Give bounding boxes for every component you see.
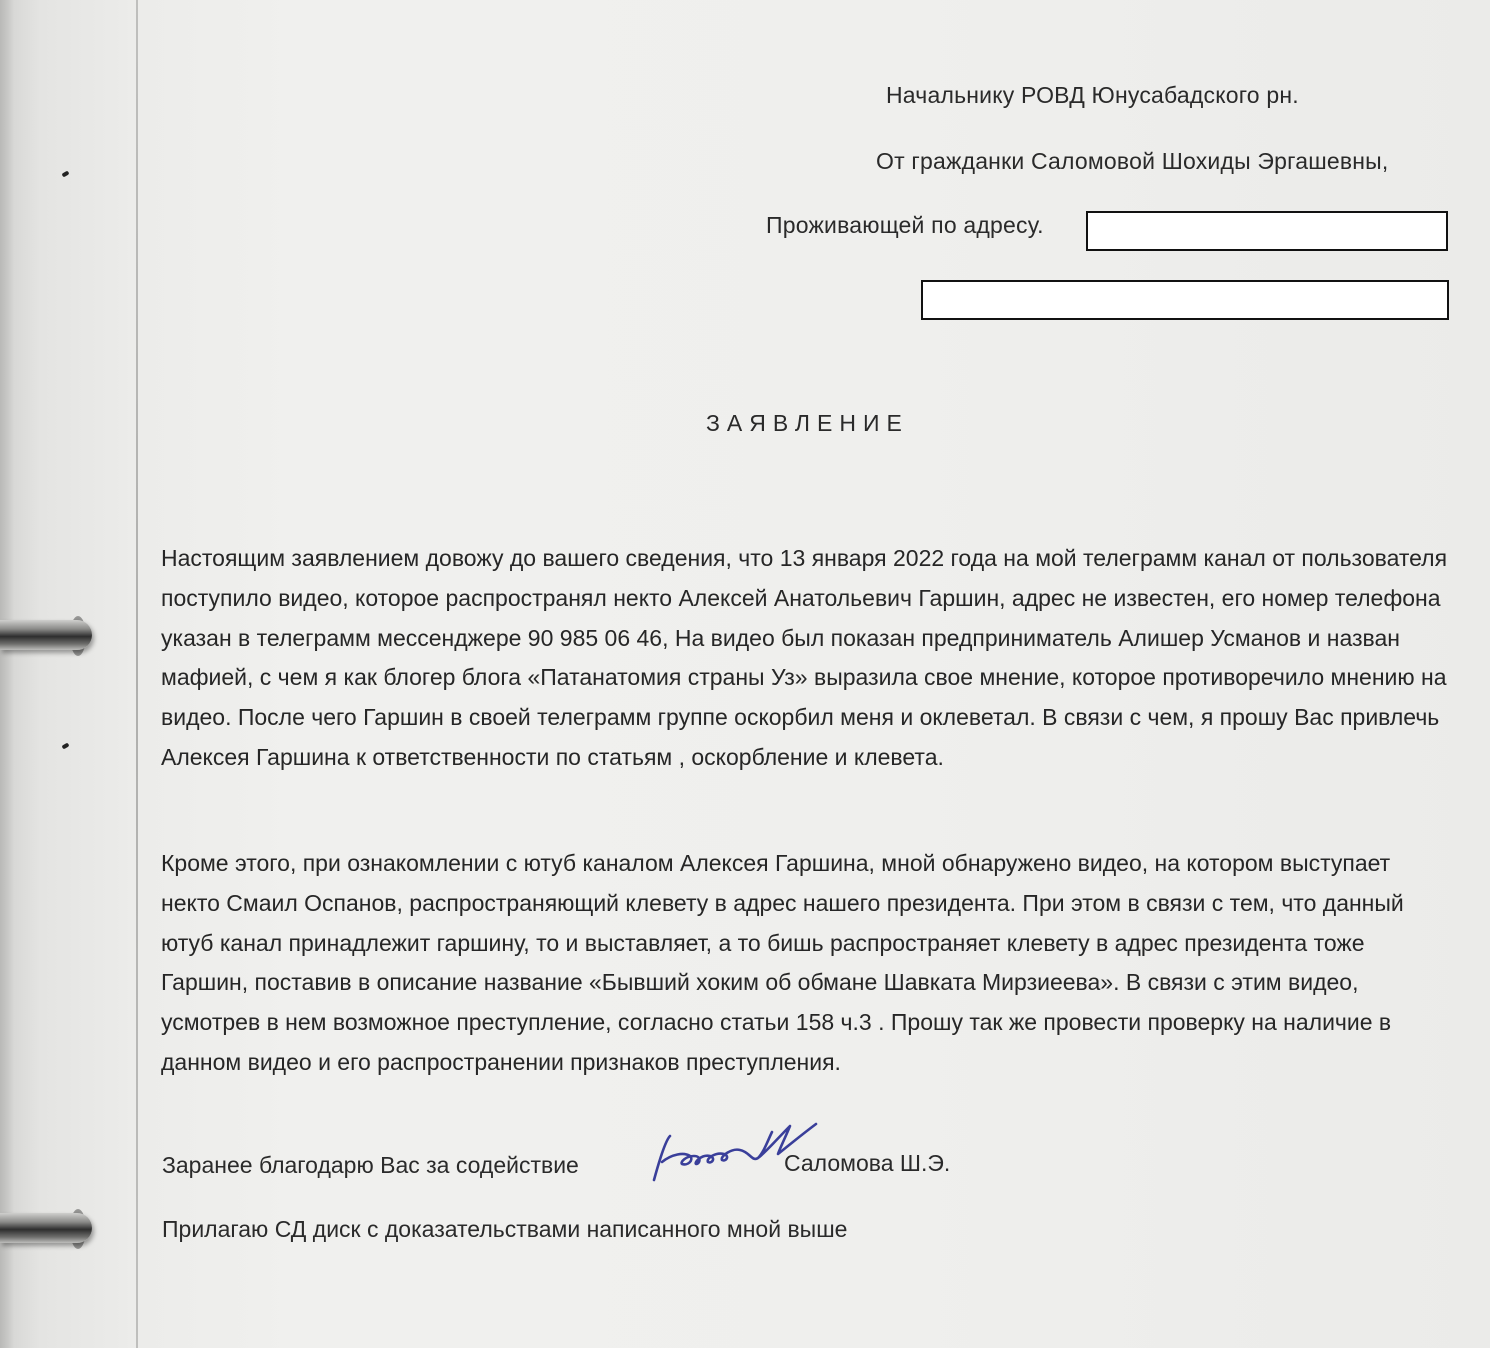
redacted-address-box bbox=[1086, 211, 1448, 251]
recipient-line: Начальнику РОВД Юнусабадского рн. bbox=[886, 82, 1299, 108]
binder-ring bbox=[0, 620, 92, 650]
body-paragraph: Настоящим заявлением довожу до вашего сведения, что 13 января 2022 года на мой телеграмм канал от пользователя поступило видео, которое распространял некто Алексей Анатольевич Гаршин, адрес не известен, его номер телефона указан в телеграмм мессенджере 90 985 06 46, На видео был показан предприниматель Алишер Усманов и назван мафией, с чем я как блогер блога «Патанатомия страны Уз» выразила свое мнение, которое противоречило мнению на видео. После чего Гаршин в своей телеграмм группе оскорбил меня и оклеветал. В связи с чем, я прошу Вас привлечь Алексея Гаршина к ответственности по статьям , оскорбление и клевета. bbox=[161, 545, 1448, 770]
body-paragraph: Кроме этого, при ознакомлении с ютуб каналом Алексея Гаршина, мной обнаружено видео, на котором выступает некто Смаил Оспанов, распространяющий клевету в адрес нашего президента. При этом в связи с тем, что данный ютуб канал принадлежит гаршину, то и выставляет, а то бишь распространяет клевету в адрес президента тоже Гаршин, поставив в описание название «Бывший хоким об обмане Шавката Мирзиеева». В связи с этим видео, усмотрев в нем возможное преступление, согласно статьи 158 ч.3 . Прошу так же провести проверку на наличие в данном видео и его распространении признаков преступления. bbox=[161, 850, 1404, 1075]
punch-mark bbox=[61, 743, 69, 750]
binder-margin-line bbox=[136, 0, 138, 1348]
address-label: Проживающей по адресу. bbox=[766, 212, 1044, 238]
signer-name: Саломова Ш.Э. bbox=[784, 1150, 951, 1176]
closing-thanks: Заранее благодарю Вас за содействие bbox=[162, 1152, 579, 1178]
page-edge-shadow bbox=[0, 0, 14, 1348]
punch-mark bbox=[61, 171, 69, 178]
binder-ring bbox=[0, 1213, 92, 1243]
redacted-address-box bbox=[921, 280, 1449, 320]
document-title: ЗАЯВЛЕНИЕ bbox=[706, 410, 909, 436]
sender-line: От гражданки Саломовой Шохиды Эргашевны, bbox=[876, 148, 1389, 174]
attachment-note: Прилагаю СД диск с доказательствами написанного мной выше bbox=[162, 1216, 848, 1242]
